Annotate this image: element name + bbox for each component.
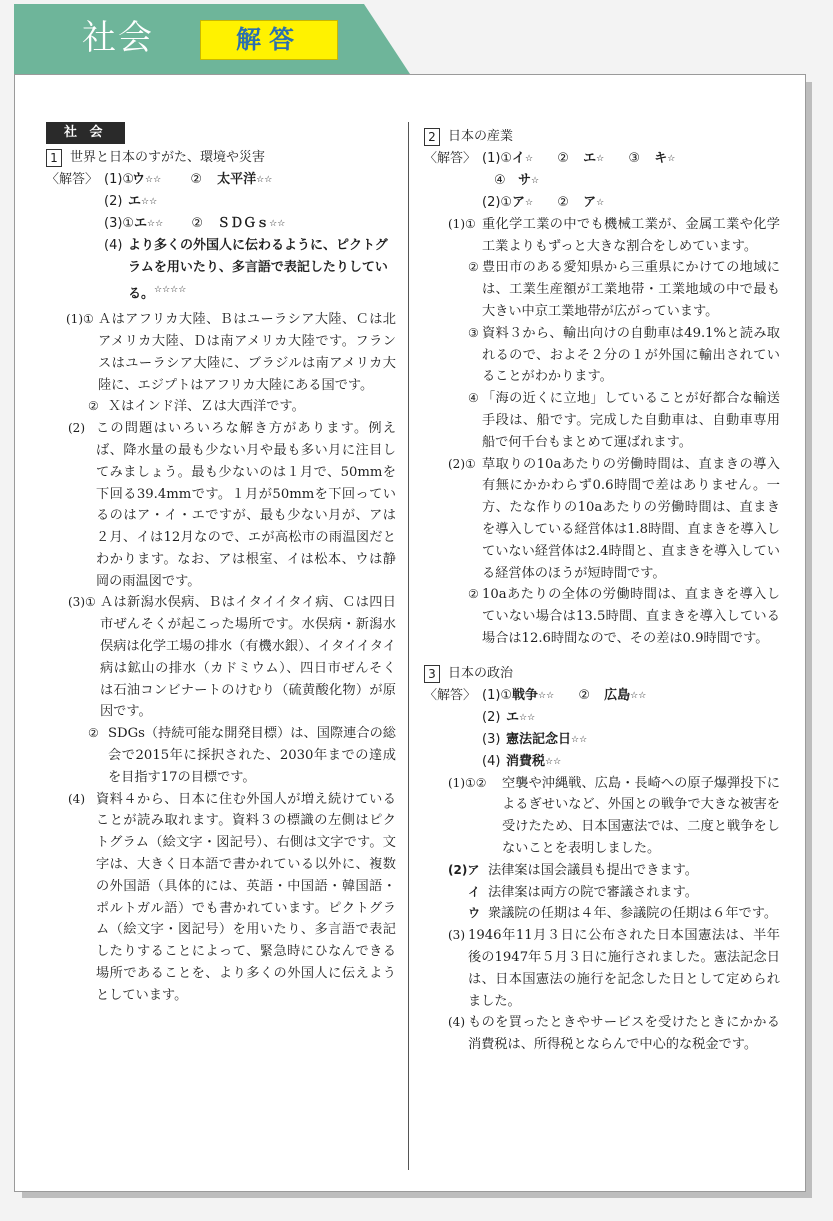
difficulty-stars: ☆ (525, 197, 534, 208)
answer-value: 戦争 (512, 687, 539, 703)
explanation-label: ② (468, 260, 479, 275)
difficulty-stars: ☆☆ (256, 174, 273, 185)
difficulty-stars: ☆☆ (519, 712, 536, 723)
explanation-text: 「海の近くに立地」していることが好都合な輸送手段は、船です。完成した自動車は、自動車専用船で何千台もまとめて運ばれます。 (482, 391, 780, 450)
difficulty-stars: ☆☆ (630, 690, 647, 701)
explanation (424, 860, 780, 882)
answer-label: ② (557, 194, 569, 210)
explanation-label: ② (88, 399, 99, 414)
section-gap (424, 650, 780, 662)
explanation-text: Ａはアフリカ大陸、Ｂはユーラシア大陸、Ｃは北アメリカ大陸、Ｄは南アメリカ大陸です。フランスはユーラシア大陸に、ブラジルは南アメリカ大陸に、エジプトはアフリカ大陸にある国です。 (98, 312, 396, 393)
answer-line (46, 191, 396, 213)
answer-label: (4) (104, 237, 123, 253)
answer-value: エ (583, 150, 597, 166)
left-column (46, 122, 396, 1007)
explanation-label: (2)ア (448, 862, 480, 877)
answer-value: エ (506, 709, 520, 725)
answer-prefix: 〈解答〉 (424, 150, 477, 166)
difficulty-stars: ☆ (531, 175, 540, 186)
answer-value: より多くの外国人に伝わるように、ピクトグラムを用いたり、多言語で表記したりしている。 (128, 237, 388, 302)
explanation (424, 323, 780, 388)
answer-label: (2) (104, 193, 123, 209)
difficulty-stars: ☆☆☆☆ (154, 284, 187, 295)
explanation-text: SDGs（持続可能な開発目標）は、国際連合の総会で2015年に採択された、2030年までの達成を目指す17の目標です。 (108, 726, 396, 785)
answer-value: ア (583, 194, 597, 210)
answer-line (424, 148, 780, 170)
explanation-text: Ａは新潟水俣病、Ｂはイタイイタイ病、Ｃは四日市ぜんそくが起こった場所です。水俣病・新潟水俣病は化学工場の排水（有機水銀）、イタイイタイ病は鉱山の排水（カドミウム）、四日市ぜんそくは石油コンビナートのけむり（硫黄酸化物）が原因です。 (100, 595, 396, 720)
difficulty-stars: ☆ (596, 153, 605, 164)
explanation (424, 257, 780, 322)
section-number: 3 (424, 665, 440, 683)
explanation-text: 衆議院の任期は４年、参議院の任期は６年です。 (488, 906, 778, 922)
column-divider (408, 122, 409, 1170)
explanation (46, 418, 396, 592)
answer-label: (4) (482, 753, 501, 769)
answer-value: ＳＤＧｓ (217, 215, 270, 231)
answer-label: (1)① (104, 171, 135, 187)
subject-label: 社 会 (46, 122, 125, 144)
answer-value: ウ (132, 171, 146, 187)
explanation-text: この問題はいろいろな解き方があります。例えば、降水量の最も少ない月や最も多い月に注目してみましょう。最も少ないのは１月で、50mmを下回る39.4mmです。１月が50mmを下回っているのはア・イ・エですが、最も少ない月が、アは２月、イは12月なので、エが高松市の雨温図だとわかります。なお、アは根室、イは松本、ウは静岡の雨温図です。 (96, 421, 396, 589)
answer-label: ② (578, 687, 590, 703)
explanation (424, 773, 780, 860)
answer-label: ② (190, 171, 202, 187)
subject-title: 社会 (82, 18, 154, 58)
difficulty-stars: ☆ (525, 153, 534, 164)
explanation-text: 資料４から、日本に住む外国人が増え続けていることが読み取れます。資料３の標識の左側はピクトグラム（絵文字・図記号）、右側は文字です。文字は、大きく日本語で書かれている以外に、複数の外国語（具体的には、英語・中国語・韓国語・ポルトガル語）でも書かれています。ピクトグラム（絵文字・図記号）を用いたり、多言語で表記したりすることによって、緊急時にひなんできる場所であることを、より多くの外国人に伝えようとしています。 (96, 791, 396, 1003)
explanation (424, 454, 780, 585)
answer-label: (2)① (482, 194, 513, 210)
answer-label: (3) (482, 731, 501, 747)
difficulty-stars: ☆☆ (141, 196, 158, 207)
explanation-label: (2) (68, 421, 85, 436)
explanation-label: ウ (468, 906, 481, 921)
answer-value: エ (128, 193, 142, 209)
explanation (424, 388, 780, 453)
section-title: 日本の政治 (448, 665, 514, 681)
answer-value: キ (654, 150, 668, 166)
answer-label: (1)① (482, 687, 513, 703)
explanation-text: 法律案は両方の院で審議されます。 (488, 884, 698, 900)
explanation-text: 重化学工業の中でも機械工業が、金属工業や化学工業よりもずっと大きな割合をしめています。 (482, 216, 780, 254)
answer-line (424, 729, 780, 751)
answer-label: (1)① (482, 150, 513, 166)
answer-value: サ (518, 172, 532, 188)
answer-value: 広島 (604, 687, 631, 703)
answer-label: ② (191, 215, 203, 231)
answer-value: 消費税 (506, 753, 546, 769)
answer-line (424, 751, 780, 773)
explanation-label: (4) (448, 1015, 465, 1030)
explanation-text: 法律案は国会議員も提出できます。 (488, 862, 698, 878)
answer-badge: 解答 (200, 20, 338, 60)
explanation-label: (4) (68, 791, 85, 806)
answer-line (424, 192, 780, 214)
explanation-text: 草取りの10aあたりの労働時間は、直まきの導入有無にかかわらず0.6時間で差はありません。一方、たな作りの10aあたりの労働時間は、直まきを導入している経営体は1.8時間、直まきを導入していない経営体は2.4時間と、直まきを導入している経営体のほうが短時間です。 (482, 456, 780, 581)
section-title: 世界と日本のすがた、環境や災害 (70, 150, 266, 165)
explanation (424, 903, 780, 925)
explanation-label: ② (88, 726, 99, 741)
explanation (424, 882, 780, 904)
answer-prefix: 〈解答〉 (46, 171, 99, 187)
explanation (424, 925, 780, 1012)
section-number: 2 (424, 128, 440, 146)
explanation-text: Ｘはインド洋、Ｚは大西洋です。 (108, 399, 305, 415)
answer-label: (3)① (104, 215, 135, 231)
explanation (46, 723, 396, 788)
right-column (424, 122, 780, 1056)
section-number: 1 (46, 149, 62, 167)
difficulty-stars: ☆☆ (571, 734, 588, 745)
explanation (424, 214, 780, 258)
explanation-label: ④ (468, 391, 479, 406)
answer-line (46, 213, 396, 235)
section-heading (424, 663, 780, 685)
explanation-text: 豊田市のある愛知県から三重県にかけての地域には、工業生産額が工業地帯・工業地域の中で最も大きい中京工業地帯が広がっています。 (482, 260, 780, 319)
explanation-text: 資料３から、輸出向けの自動車は49.1%と読み取れるので、およそ２分の１が外国に輸出されていることがわかります。 (482, 325, 780, 385)
explanation (46, 789, 396, 1007)
answer-label: ③ (628, 150, 641, 166)
explanation-label: (1)① (66, 312, 94, 327)
answer-label: ④ (494, 172, 506, 188)
explanation-label: ② (468, 587, 479, 602)
difficulty-stars: ☆ (667, 153, 676, 164)
difficulty-stars: ☆☆ (145, 174, 162, 185)
difficulty-stars: ☆☆ (545, 756, 562, 767)
difficulty-stars: ☆☆ (538, 690, 555, 701)
answer-prefix: 〈解答〉 (424, 687, 477, 703)
answer-block (424, 148, 780, 214)
explanation-label: (3) (448, 928, 465, 943)
answer-value: ア (512, 194, 526, 210)
section-heading (46, 147, 396, 169)
answer-line (424, 707, 780, 729)
explanation-text: 空襲や沖縄戦、広島・長崎への原子爆弾投下によるぎせいなど、外国との戦争で大きな被害を受けたため、日本国憲法では、二度と戦争をしないことを表明しました。 (502, 775, 780, 856)
answer-value: イ (512, 150, 526, 166)
explanation-label: (2)① (448, 456, 476, 471)
explanation (46, 309, 396, 396)
answer-value: 憲法記念日 (506, 731, 572, 747)
answer-line (46, 235, 396, 305)
explanation-text: ものを買ったときやサービスを受けたときにかかる消費税は、所得税とならんで中心的な税金です。 (468, 1015, 780, 1053)
explanation-label: (3)① (68, 595, 96, 610)
answer-line (424, 685, 780, 707)
explanation (424, 584, 780, 649)
answer-block (424, 685, 780, 773)
explanation-label: ③ (468, 325, 479, 340)
section-heading (424, 126, 780, 148)
difficulty-stars: ☆☆ (269, 218, 286, 229)
section-title: 日本の産業 (448, 129, 514, 144)
answer-value: エ (134, 215, 148, 231)
answer-label: ② (557, 150, 569, 166)
answer-line (424, 170, 780, 192)
explanation-label: (1)①② (448, 775, 487, 790)
answer-value: 太平洋 (217, 171, 257, 187)
difficulty-stars: ☆☆ (147, 218, 164, 229)
answer-block (46, 169, 396, 305)
explanation-label: (1)① (448, 216, 476, 231)
explanation-label: イ (468, 884, 481, 899)
explanation-text: 1946年11月３日に公布された日本国憲法は、半年後の1947年５月３日に施行されました。憲法記念日は、日本国憲法の施行を記念した日として定められました。 (468, 928, 780, 1009)
explanation (424, 1012, 780, 1056)
answer-line (46, 169, 396, 191)
difficulty-stars: ☆ (596, 197, 605, 208)
answer-label: (2) (482, 709, 501, 725)
explanation-text: 10aあたりの全体の労働時間は、直まきを導入していない場合は13.5時間、直まきを導入している場合は12.6時間なので、その差は0.9時間です。 (482, 587, 780, 646)
explanation (46, 592, 396, 723)
answer-text-wrap (128, 235, 396, 305)
explanation (46, 396, 396, 418)
